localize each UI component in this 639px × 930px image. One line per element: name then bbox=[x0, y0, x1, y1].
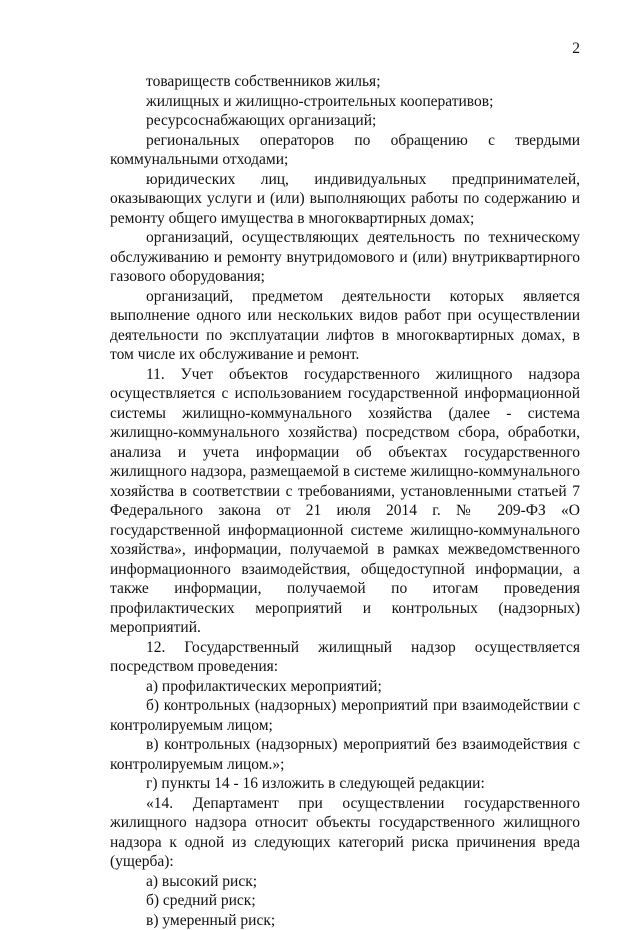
paragraph: б) контрольных (надзорных) мероприятий при взаимодействии с контролируемым лицом; bbox=[110, 696, 580, 735]
paragraph: юридических лиц, индивидуальных предпринимателей, оказывающих услуги и (или) выполняющих работы по содержанию и ремонту общего имущества в многоквартирных домах; bbox=[110, 170, 580, 229]
paragraph: в) контрольных (надзорных) мероприятий без взаимодействия с контролируемым лицом.»; bbox=[110, 735, 580, 774]
paragraph: б) средний риск; bbox=[110, 891, 580, 911]
page-number: 2 bbox=[560, 40, 580, 58]
document-body bbox=[110, 72, 580, 930]
paragraph: ресурсоснабжающих организаций; bbox=[110, 111, 580, 131]
paragraph: а) профилактических мероприятий; bbox=[110, 677, 580, 697]
paragraph: организаций, осуществляющих деятельность по техническому обслуживанию и ремонту внутридомового и (или) внутриквартирного газового оборудования; bbox=[110, 228, 580, 287]
paragraph: в) умеренный риск; bbox=[110, 911, 580, 930]
paragraph: товариществ собственников жилья; bbox=[110, 72, 580, 92]
paragraph: 12. Государственный жилищный надзор осуществляется посредством проведения: bbox=[110, 638, 580, 677]
paragraph: г) пункты 14 - 16 изложить в следующей редакции: bbox=[110, 774, 580, 794]
paragraph: организаций, предметом деятельности которых является выполнение одного или нескольких видов работ при осуществлении деятельности по эксплуатации лифтов в многоквартирных домах, в том числе их обслуживание и ремонт. bbox=[110, 287, 580, 365]
paragraph: жилищных и жилищно-строительных кооперативов; bbox=[110, 92, 580, 112]
paragraph: 11. Учет объектов государственного жилищного надзора осуществляется с использованием государственной информационной системы жилищно-коммунального хозяйства (далее - система жилищно-коммунального хозяйства) посредством сбора, обработки, анализа и учета информации об объектах государственного жилищного надзора, размещаемой в системе жилищно-коммунального хозяйства в соответствии с требованиями, установленными статьей 7 Федерального закона от 21 июля 2014 г. № 209-ФЗ «О государственной информационной системе жилищно-коммунального хозяйства», информации, получаемой в рамках межведомственного информационного взаимодействия, общедоступной информации, а также информации, получаемой по итогам проведения профилактических мероприятий и контрольных (надзорных) мероприятий. bbox=[110, 365, 580, 638]
paragraph: «14. Департамент при осуществлении государственного жилищного надзора относит объекты государственного жилищного надзора к одной из следующих категорий риска причинения вреда (ущерба): bbox=[110, 794, 580, 872]
paragraph: региональных операторов по обращению с твердыми коммунальными отходами; bbox=[110, 131, 580, 170]
paragraph: а) высокий риск; bbox=[110, 872, 580, 892]
